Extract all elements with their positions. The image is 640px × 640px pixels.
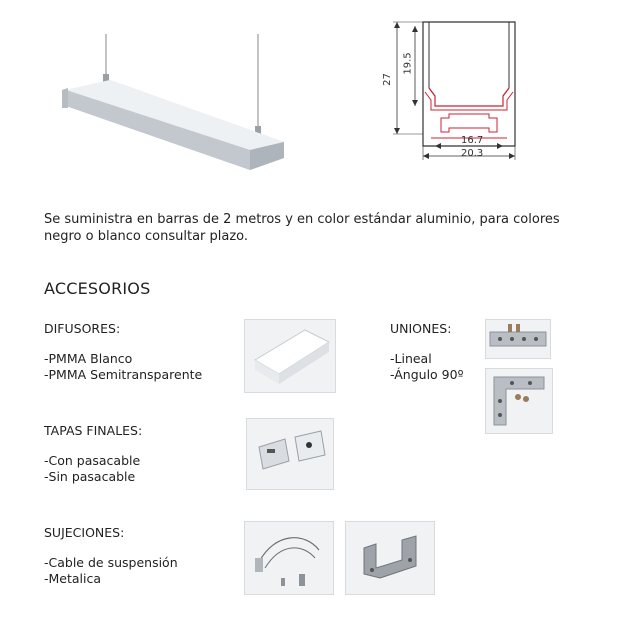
- cable-suspension-photo: [244, 521, 334, 595]
- dim-width-inner: 16.7: [461, 135, 484, 146]
- sujeciones-item: -Cable de suspensión: [44, 555, 178, 570]
- dim-height-inner: 19.5: [402, 52, 414, 75]
- description-line-2: negro o blanco consultar plazo.: [44, 229, 249, 244]
- description-line-1: Se suministra en barras de 2 metros y en color estándar aluminio, para colores: [44, 212, 560, 227]
- difusores-photo: [244, 319, 336, 393]
- union-angulo-photo: [485, 368, 553, 434]
- uniones-item: -Lineal: [390, 351, 432, 366]
- product-photo: [44, 34, 320, 194]
- clip-metalica-photo: [345, 521, 435, 595]
- union-lineal-photo: [485, 319, 551, 359]
- tapas-item: -Con pasacable: [44, 453, 141, 468]
- sujeciones-label: SUJECIONES:: [44, 525, 125, 540]
- dim-height-total: 27: [381, 73, 393, 86]
- uniones-label: UNIONES:: [390, 321, 452, 336]
- tapas-photo: [246, 418, 334, 490]
- uniones-item: -Ángulo 90º: [390, 367, 464, 382]
- accesorios-title: ACCESORIOS: [44, 279, 151, 298]
- profile-diagram: [383, 14, 533, 164]
- sujeciones-item: -Metalica: [44, 571, 102, 586]
- difusores-item: -PMMA Semitransparente: [44, 367, 203, 382]
- difusores-label: DIFUSORES:: [44, 321, 121, 336]
- tapas-item: -Sin pasacable: [44, 469, 136, 484]
- difusores-item: -PMMA Blanco: [44, 351, 133, 366]
- tapas-label: TAPAS FINALES:: [44, 423, 143, 438]
- dim-width-total: 20.3: [461, 148, 484, 159]
